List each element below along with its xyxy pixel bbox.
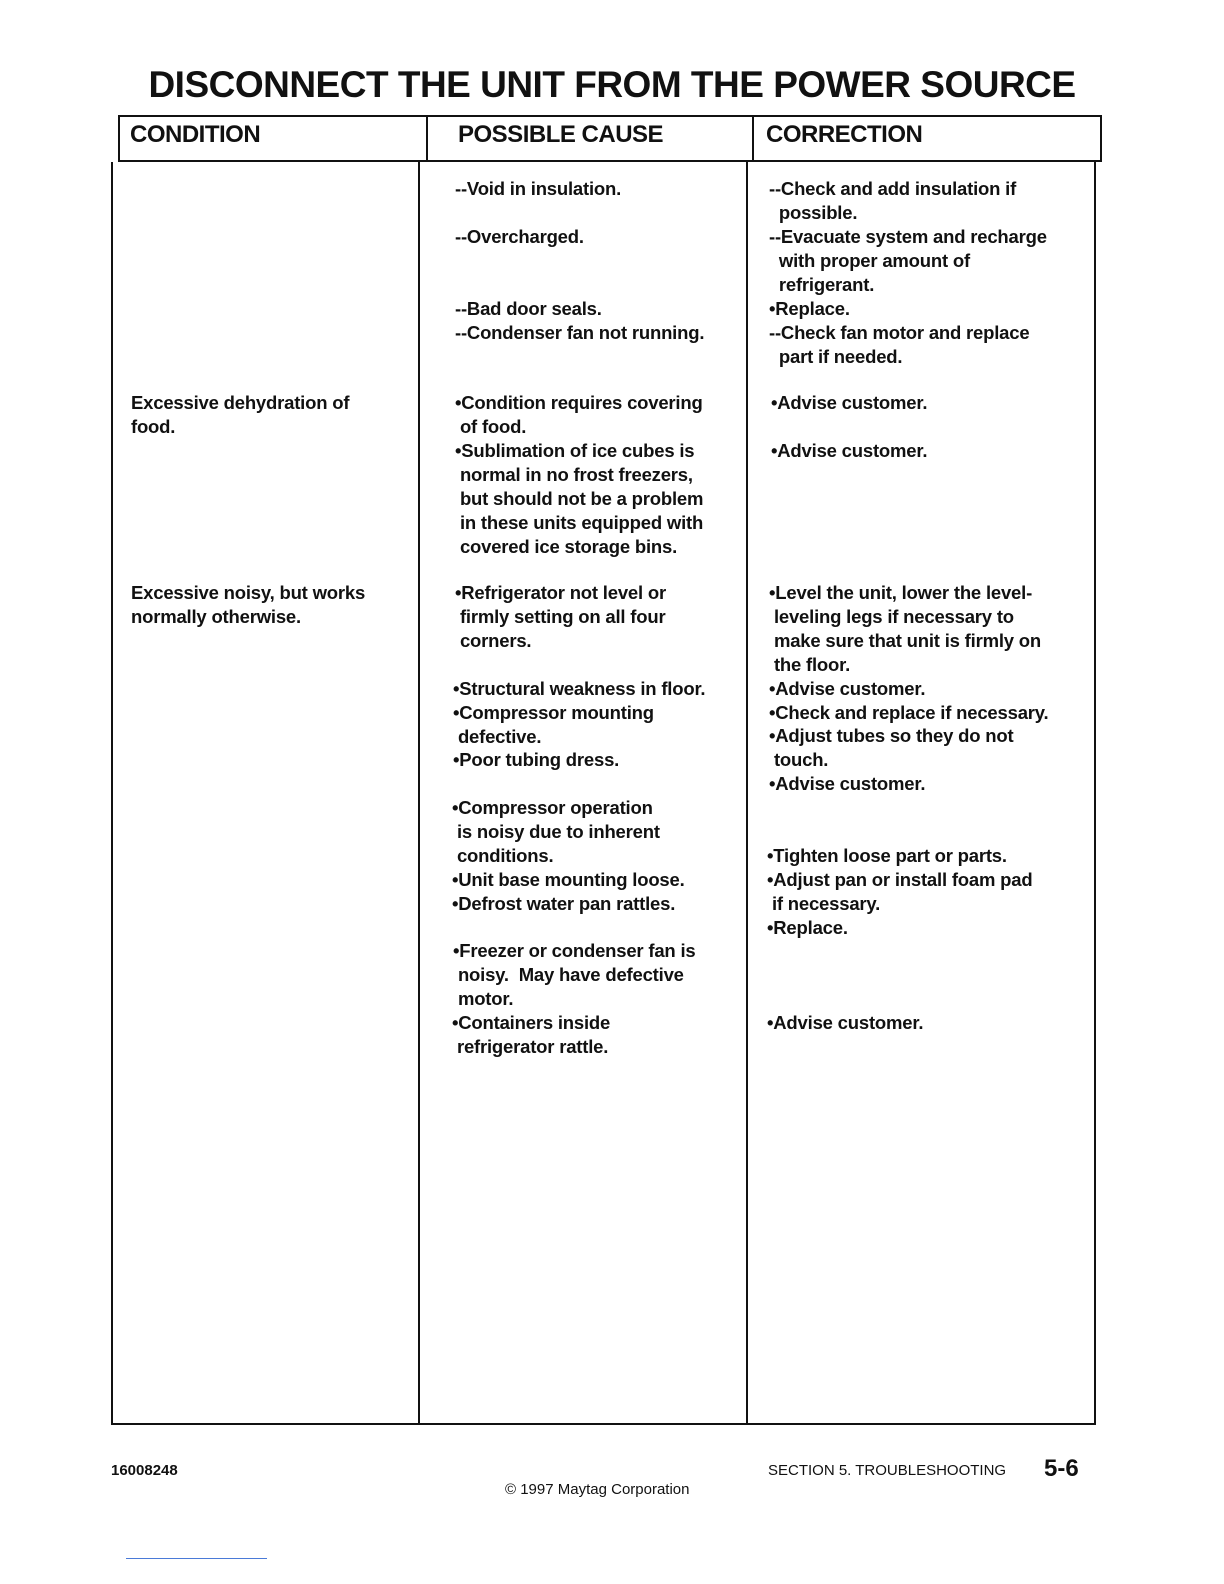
- cause-cell: •Defrost water pan rattles.: [452, 893, 676, 914]
- copyright: © 1997 Maytag Corporation: [505, 1481, 690, 1498]
- cause-cell: --Condenser fan not running.: [455, 322, 705, 343]
- header-divider-2: [752, 115, 754, 162]
- cause-cell: •Poor tubing dress.: [453, 749, 620, 770]
- document-number: 16008248: [111, 1462, 178, 1479]
- correction-cell: •Check and replace if necessary.: [769, 702, 1049, 723]
- correction-cell: •Advise customer.: [771, 440, 928, 461]
- column-divider-1: [418, 162, 420, 1425]
- header-divider-1: [426, 115, 428, 162]
- cause-cell: •Structural weakness in floor.: [453, 678, 706, 699]
- cause-cell: •Containers inside refrigerator rattle.: [452, 1012, 611, 1057]
- correction-cell: --Check and add insulation if possible.: [769, 178, 1017, 223]
- cause-cell: --Bad door seals.: [455, 298, 602, 319]
- correction-cell: •Level the unit, lower the level- leveling legs if necessary to make sure that unit is firmly on the floor.: [769, 582, 1041, 675]
- correction-cell: --Evacuate system and recharge with proper amount of refrigerant.: [769, 226, 1047, 295]
- cause-cell: •Freezer or condenser fan is noisy. May have defective motor.: [453, 940, 696, 1009]
- page-number: 5-6: [1044, 1455, 1079, 1482]
- column-divider-2: [746, 162, 748, 1425]
- cause-cell: •Compressor mounting defective.: [453, 702, 654, 747]
- column-header-correction: CORRECTION: [766, 121, 923, 148]
- correction-cell: •Advise customer.: [771, 392, 928, 413]
- correction-cell: •Replace.: [767, 917, 848, 938]
- cause-cell: --Overcharged.: [455, 226, 584, 247]
- condition-cell: Excessive dehydration of food.: [131, 392, 350, 437]
- correction-cell: •Adjust pan or install foam pad if necessary.: [767, 869, 1033, 914]
- column-header-cause: POSSIBLE CAUSE: [458, 121, 664, 148]
- bottom-rule: [126, 1558, 267, 1559]
- correction-cell: •Adjust tubes so they do not touch.: [769, 725, 1014, 770]
- page-title: DISCONNECT THE UNIT FROM THE POWER SOURCE: [148, 64, 1076, 105]
- section-label: SECTION 5. TROUBLESHOOTING: [768, 1462, 1007, 1479]
- correction-cell: •Advise customer.: [769, 678, 926, 699]
- cause-cell: •Compressor operation is noisy due to inherent conditions.: [452, 797, 660, 866]
- correction-cell: •Advise customer.: [767, 1012, 924, 1033]
- cause-cell: --Void in insulation.: [455, 178, 622, 199]
- cause-cell: •Unit base mounting loose.: [452, 869, 685, 890]
- column-header-condition: CONDITION: [130, 121, 261, 148]
- condition-cell: Excessive noisy, but works normally otherwise.: [131, 582, 366, 627]
- correction-cell: --Check fan motor and replace part if needed.: [769, 322, 1030, 367]
- cause-cell: •Condition requires covering of food.: [455, 392, 703, 437]
- correction-cell: •Advise customer.: [769, 773, 926, 794]
- cause-cell: •Sublimation of ice cubes is normal in no frost freezers, but should not be a problem in these units equipped with covered ice storage bins.: [455, 440, 704, 557]
- cause-cell: •Refrigerator not level or firmly setting on all four corners.: [455, 582, 666, 651]
- correction-cell: •Tighten loose part or parts.: [767, 845, 1007, 866]
- correction-cell: •Replace.: [769, 298, 850, 319]
